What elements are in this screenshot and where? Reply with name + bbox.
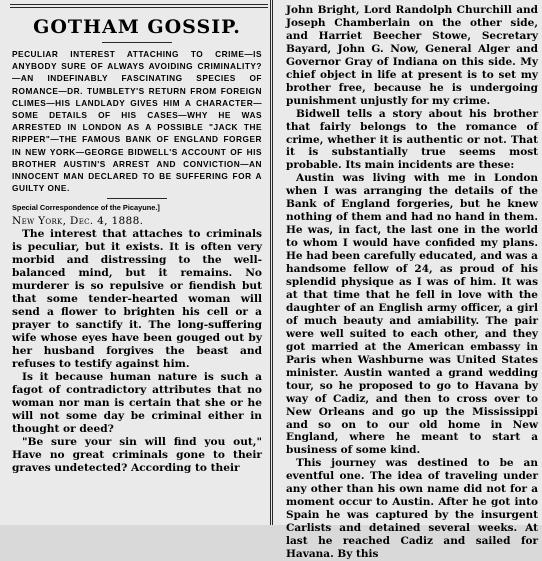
deck-rule [107, 198, 167, 199]
right-column [276, 0, 542, 561]
article-deck: PECULIAR INTEREST ATTACHING TO CRIME—IS ANYBODY SURE OF ALWAYS AVOIDING CRIMINALITY?—AN INDEFINABLY FASCINATING SPECIES OF ROMANCE—DR. TUMBLETY'S RETURN FROM FOREIGN CLIMES—HIS LANDLADY GIVES HIM A CHARACTER—SOME DETAILS OF HIS CASES—WHY HE WAS ARRESTED IN LONDON AS A POSSIBLE "JACK THE RIPPER"—THE FAMOUS BANK OF ENGLAND FORGER IN NEW YORK—GEORGE BIDWELL'S ACCOUNT OF HIS BROTHER AUSTIN'S ARREST AND CONVICTION—AN INNOCENT MAN DECLARED TO BE SUFFERING FOR A GUILTY ONE. [12, 49, 262, 194]
dateline [12, 215, 262, 228]
left-paragraph-3: "Be sure your sin will find you out," Have no great criminals gone to their graves undetected? According to their [12, 436, 262, 475]
right-paragraph-2: Bidwell tells a story about his brother that fairly belongs to the romance of crime, whether it is authentic or not. That it is substantially true seems most probable. Its main incidents are these: [286, 107, 538, 172]
article-headline: GOTHAM GOSSIP. [33, 16, 241, 38]
left-column [0, 0, 268, 525]
right-paragraph-3: Austin was living with me in London when I was arranging the details of the Bank of England forgeries, but he knew nothing of them and had no hand in them. He was, in fact, the last one in the world to whom I would have confided my plans. He had been carefully educated, and was a handsome fellow of 24, as proud of his splendid physique as I was of him. It was at that time that he fell in love with the daughter of an English army officer, a girl of much beauty and amiability. The pair were well suited to each other, and they got married at the American embassy in Paris when Washburne was United States minister. Austin wanted a grand wedding tour, so he proposed to go to Havana by way of Cadiz, and then to cross over to New Orleans and go up the Mississippi and so on to our old home in New England, where he meant to start a business of some kind. [286, 172, 538, 457]
left-paragraph-1: The interest that attaches to criminals is peculiar, but it exists. It is often very morbid and distressing to the well-balanced mind, but it remains. No murderer is so repulsive or fiendish but that some tender-hearted woman will send a flower to brighten his cell or a prayer to sanctify it. The long-suffering wife whose eyes have been gouged out by her husband forgives the beast and refuses to testify against him. [12, 228, 262, 371]
column-divider [270, 0, 273, 525]
dateline-place: New York, Dec. 4, 1888. [12, 215, 144, 228]
byline: Special Correspondence of the Picayune.] [12, 203, 160, 213]
right-paragraph-4: This journey was destined to be an eventful one. The idea of traveling under any other than his own name did not for a moment occur to Austin. After he got into Spain he was captured by the insurgent Carlists and detained several weeks. At last he reached Cadiz and sailed for Havana. By this [286, 457, 538, 561]
right-paragraph-1: John Bright, Lord Randolph Churchill and Joseph Chamberlain on the other side, and Harriet Beecher Stowe, Secretary Bayard, John G. Now, General Alger and Governor Gray of Indiana on this side. My chief object in life at present is to set my brother free, because he is undergoing punishment unjustly for my crime. [286, 4, 538, 107]
headline-rule [102, 42, 172, 43]
left-paragraph-2: Is it because human nature is such a fagot of contradictory attributes that no woman nor man is certain that she or he will not some day be criminal either in thought or deed? [12, 371, 262, 436]
